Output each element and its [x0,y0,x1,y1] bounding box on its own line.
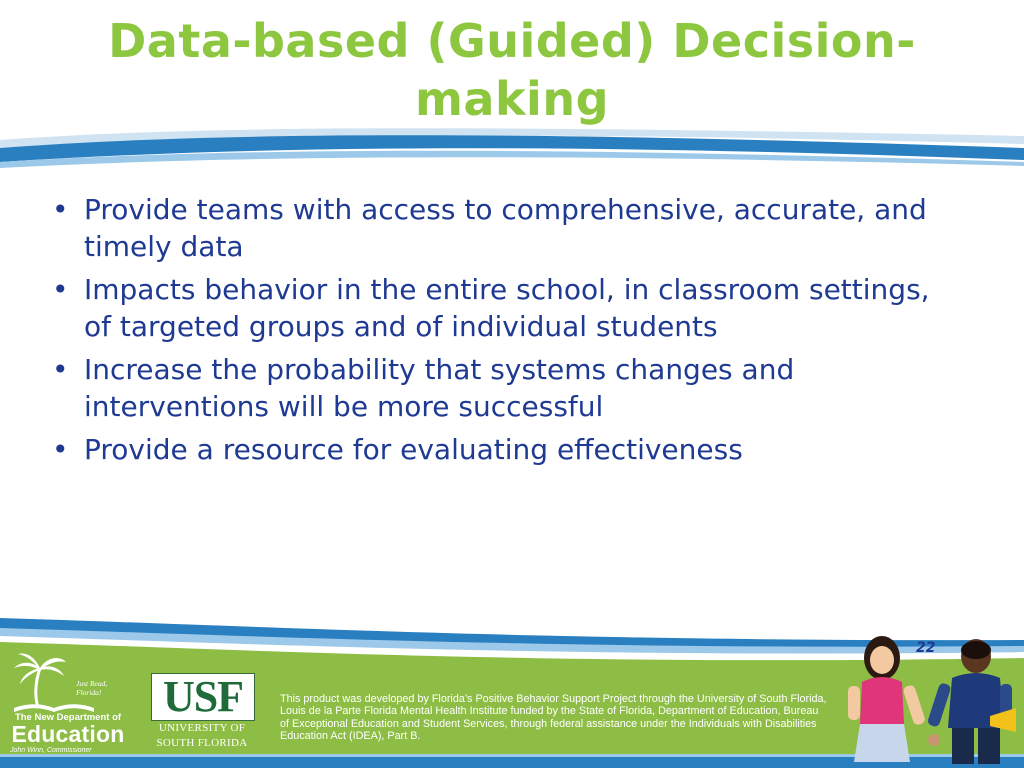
bullet-item: • Impacts behavior in the entire school, in classroom settings, of targeted groups and of individual students [44,272,964,345]
usf-name-line2: SOUTH FLORIDA [156,737,248,749]
usf-logo [151,673,255,721]
doe-new-label: The New Department of [14,712,122,723]
bullet-list [44,192,964,476]
bullet-item: • Provide teams with access to comprehensive, accurate, and timely data [44,192,964,265]
credit-text: This product was developed by Florida’s Positive Behavior Support Project through the University of South Florida, Louis de la Parte Florida Mental Health Institute funded by the State of Florida, Department of Education, Bureau of Exceptional Education and Student Services, through federal assistance under the Individuals with Disabilities Education Act (IDEA), Part B. [280,693,827,742]
bullet-item: • Provide a resource for evaluating effectiveness [44,432,964,469]
doe-commissioner: John Winn, Commissioner [10,747,92,754]
bullet-item: • Increase the probability that systems changes and interventions will be more successful [44,352,964,425]
usf-letters: USF [162,672,244,721]
slide-number: 22 [916,640,936,656]
usf-name-line1: UNIVERSITY OF [158,722,246,734]
children-photo-icon [840,628,1020,768]
header-swoosh [0,122,1024,168]
doe-education-wordmark: Education [11,721,125,747]
doe-slogan: Just Read, Florida! [76,679,108,697]
slide-title: Data-based (Guided) Decision-making [108,14,916,126]
